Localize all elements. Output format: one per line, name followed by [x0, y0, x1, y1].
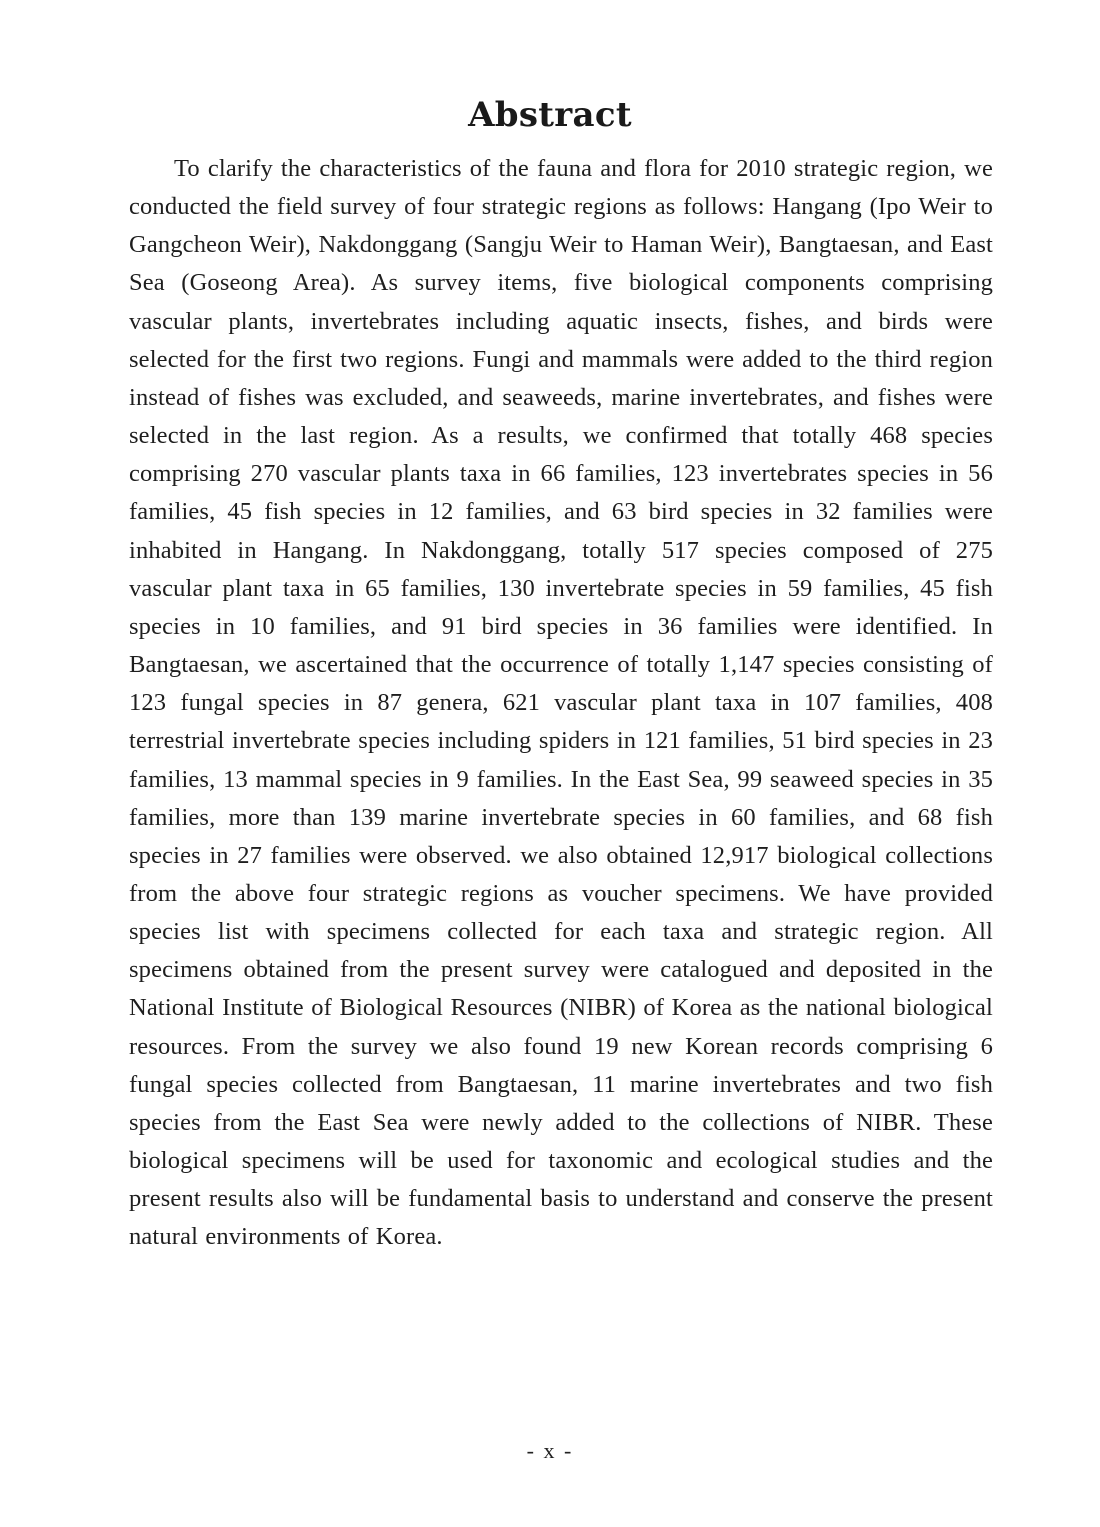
- page-number: - x -: [526, 1438, 574, 1463]
- abstract-body: To clarify the characteristics of the fauna and flora for 2010 strategic region, we conducted the field survey of four strategic regions as follows: Hangang (Ipo Weir to Gangcheon Weir), Nakdonggang (Sangju Weir to Haman Weir), Bangtaesan, and East Sea (Goseong Area). As survey items, five biological components comprising vascular plants, invertebrates including aquatic insects, fishes, and birds were selected for the first two regions. Fungi and mammals were added to the third region instead of fishes was excluded, and seaweeds, marine invertebrates, and fishes were selected in the last region. As a results, we confirmed that totally 468 species comprising 270 vascular plants taxa in 66 families, 123 invertebrates species in 56 families, 45 fish species in 12 families, and 63 bird species in 32 families were inhabited in Hangang. In Nakdonggang, totally 517 species composed of 275 vascular plant taxa in 65 families, 130 invertebrate species in 59 families, 45 fish species in 10 families, and 91 bird species in 36 families were identified. In Bangtaesan, we ascertained that the occurrence of totally 1,147 species consisting of 123 fungal species in 87 genera, 621 vascular plant taxa in 107 families, 408 terrestrial invertebrate species including spiders in 121 families, 51 bird species in 23 families, 13 mammal species in 9 families. In the East Sea, 99 seaweed species in 35 families, more than 139 marine invertebrate species in 60 families, and 68 fish species in 27 families were observed. we also obtained 12,917 biological collections from the above four strategic regions as voucher specimens. We have provided species list with specimens collected for each taxa and strategic region. All specimens obtained from the present survey were catalogued and deposited in the National Institute of Biological Resources (NIBR) of Korea as the national biological resources. From the survey we also found 19 new Korean records comprising 6 fungal species collected from Bangtaesan, 11 marine invertebrates and two fish species from the East Sea were newly added to the collections of NIBR. These biological specimens will be used for taxonomic and ecological studies and the present results also will be fundamental basis to understand and conserve the present natural environments of Korea.: [129, 155, 993, 1251]
- abstract-title: Abstract: [468, 95, 632, 135]
